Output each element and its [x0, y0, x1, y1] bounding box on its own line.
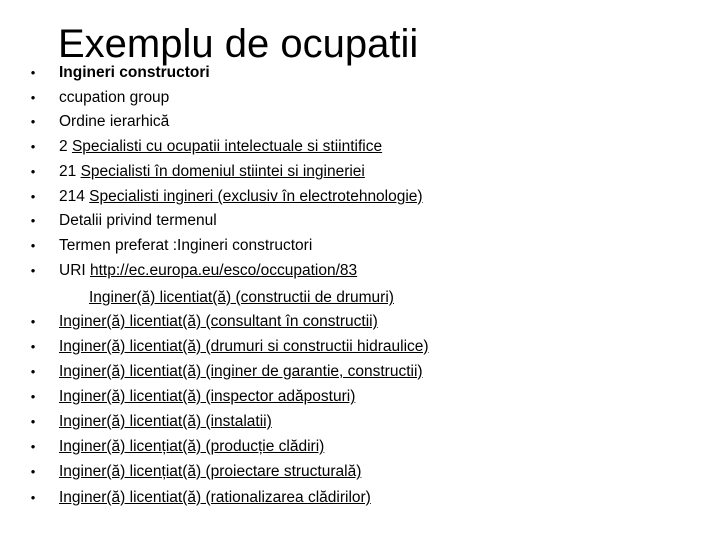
list-item-content [59, 185, 423, 209]
bullet-icon: • [30, 189, 36, 204]
list-item-link[interactable]: Inginer(ă) licentiat(ă) (constructii de drumuri) [89, 289, 394, 306]
list-item-prefix: 214 [59, 188, 90, 205]
list-item-link[interactable]: Specialisti cu ocupatii intelectuale si stiintifice [71, 138, 383, 155]
list-item-label: Ingineri constructori [59, 64, 210, 81]
list-item-label: Detalii privind termenul [59, 212, 217, 229]
list-item-link[interactable]: Inginer(ă) licentiat(ă) (inspector adăposturi) [59, 388, 356, 405]
list-item-content [59, 209, 217, 233]
list-item-content [59, 410, 272, 434]
list-item-link[interactable]: http://ec.europa.eu/esco/occupation/83 [90, 262, 358, 279]
bullet-icon: • [30, 139, 36, 154]
slide-title: Exemplu de ocupatii [58, 22, 419, 66]
bullet-icon: • [30, 238, 36, 253]
bullet-icon: • [30, 439, 36, 454]
list-item-content [59, 335, 429, 359]
list-item-content [59, 110, 169, 134]
list-item-link[interactable]: Inginer(ă) licențiat(ă) (proiectare structurală) [59, 463, 362, 480]
bullet-icon: • [30, 114, 36, 129]
list-item-prefix: 2 [59, 138, 72, 155]
bullet-icon: • [30, 263, 36, 278]
list-item-prefix: URI [59, 262, 90, 279]
list-item-link[interactable]: Inginer(ă) licentiat(ă) (inginer de garantie, constructii) [59, 363, 423, 380]
list-item-link[interactable]: Specialisti în domeniul stiintei si ingineriei [80, 163, 365, 180]
bullet-icon: • [30, 65, 36, 80]
list-item-content [89, 286, 394, 310]
list-item-link[interactable]: Inginer(ă) licentiat(ă) (consultant în constructii) [59, 313, 378, 330]
bullet-icon: • [30, 314, 36, 329]
list-item-content [59, 234, 312, 258]
list-item-link[interactable]: Inginer(ă) licentiat(ă) (instalatii) [59, 413, 272, 430]
bullet-icon: • [30, 339, 36, 354]
bullet-icon: • [30, 90, 36, 105]
list-item-prefix: 21 [59, 163, 81, 180]
bullet-icon: • [30, 164, 36, 179]
list-item-content [59, 259, 357, 283]
list-item-link[interactable]: Specialisti ingineri (exclusiv în electrotehnologie) [89, 188, 423, 205]
bullet-icon: • [30, 490, 36, 505]
list-item-content [59, 486, 371, 510]
bullet-icon: • [30, 464, 36, 479]
list-item-content [59, 86, 169, 110]
list-item-label: Ordine ierarhică [59, 113, 170, 130]
list-item-content [59, 385, 355, 409]
list-item-label: ccupation group [59, 89, 170, 106]
list-item-link[interactable]: Inginer(ă) licentiat(ă) (rationalizarea clădirilor) [59, 489, 371, 506]
list-item-content [59, 61, 210, 85]
bullet-icon: • [30, 213, 36, 228]
bullet-icon: • [30, 364, 36, 379]
list-item-content [59, 360, 423, 384]
list-item-content [59, 160, 365, 184]
bullet-icon: • [30, 389, 36, 404]
list-item-content [59, 435, 324, 459]
list-item-content [59, 310, 378, 334]
list-item-label: Termen preferat :Ingineri constructori [59, 237, 313, 254]
list-item-content [59, 135, 382, 159]
bullet-icon: • [30, 414, 36, 429]
list-item-content [59, 460, 361, 484]
list-item-link[interactable]: Inginer(ă) licentiat(ă) (drumuri si constructii hidraulice) [59, 338, 429, 355]
list-item-link[interactable]: Inginer(ă) licențiat(ă) (producție clădiri) [59, 438, 325, 455]
